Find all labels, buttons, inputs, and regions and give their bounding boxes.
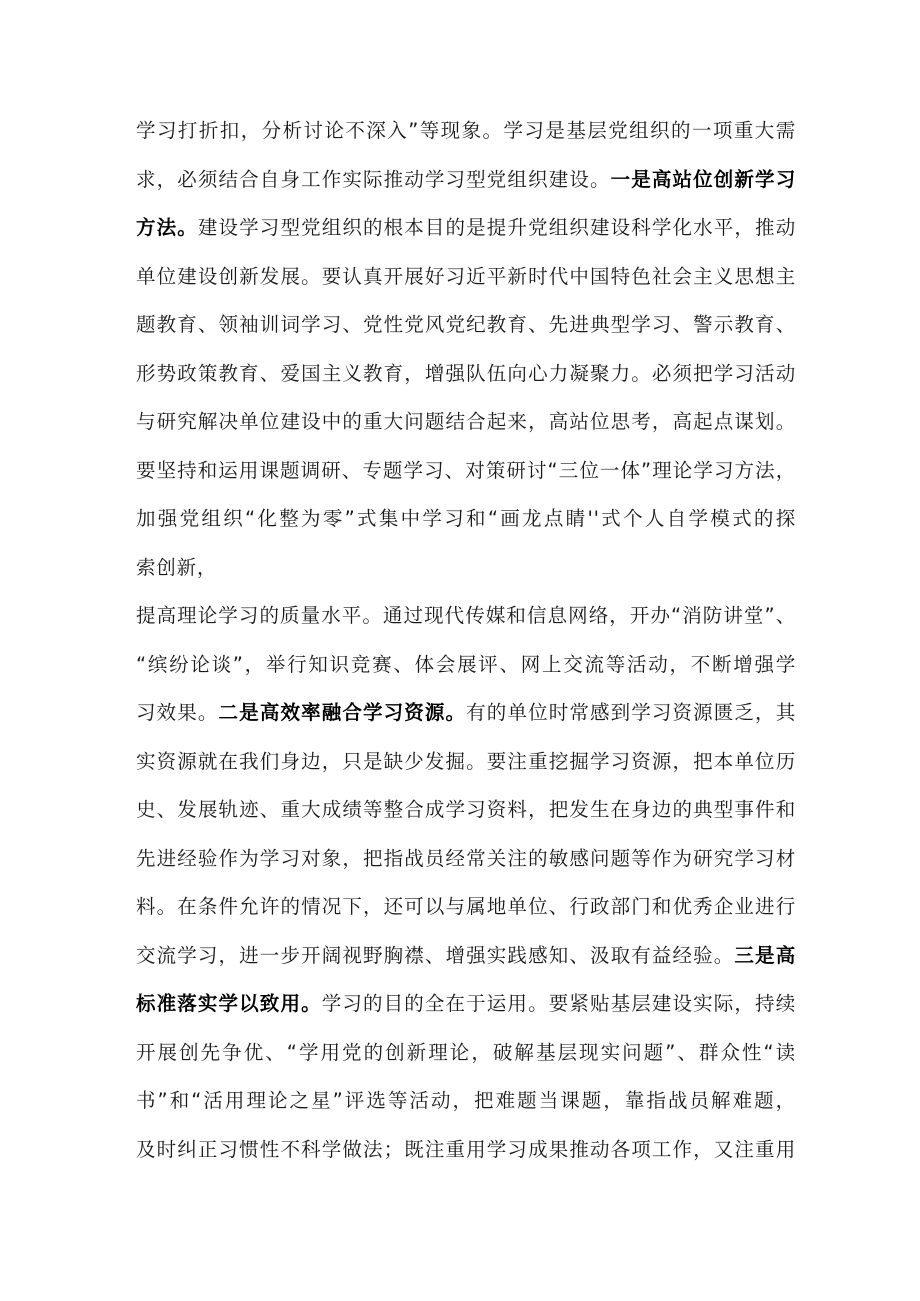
- body-text: 先进经验作为学习对象，把指战员经常关注的敏感问题等作为研究学习材: [136, 846, 796, 870]
- text-line: [136, 738, 796, 787]
- body-text: 与研究解决单位建设中的重大问题结合起来，高站位思考，高起点谋划。: [136, 410, 796, 433]
- text-line: [136, 592, 796, 641]
- text-line: [136, 786, 796, 835]
- body-text: 单位建设创新发展。要认真开展好习近平新时代中国特色社会主义思想主: [136, 264, 796, 288]
- text-line: [136, 1077, 796, 1126]
- body-text: 学习的目的全在于运用。要紧贴基层建设实际，持续: [321, 992, 796, 1015]
- body-text: 提高理论学习的质量水平。通过现代传媒和信息网络，开办“消防讲堂”、: [136, 604, 796, 627]
- text-line: [136, 883, 796, 932]
- text-line: [136, 495, 796, 544]
- text-line: [136, 204, 796, 253]
- text-line: [136, 107, 796, 156]
- text-line: [136, 932, 796, 981]
- body-text: 建设学习型党组织的根本目的是提升党组织建设科学化水平，推动: [197, 216, 796, 239]
- text-line: [136, 156, 796, 205]
- body-text: 求，必须结合自身工作实际推动学习型党组织建设。: [136, 167, 611, 191]
- text-line: [136, 1126, 796, 1175]
- document-body: [136, 107, 796, 1174]
- text-line: [136, 253, 796, 302]
- bold-heading-text: 标准落实学以致用。: [136, 992, 322, 1015]
- body-text: 料。在条件允许的情况下，还可以与属地单位、行政部门和优秀企业进行: [136, 895, 796, 918]
- body-text: 形势政策教育、爱国主义教育，增强队伍向心力凝聚力。必须把学习活动: [136, 361, 796, 385]
- body-text: 交流学习，进一步开阔视野胸襟、增强实践感知、汲取有益经验。: [136, 943, 735, 967]
- text-line: [136, 1029, 796, 1078]
- body-text: 实资源就在我们身边，只是缺少发掘。要注重挖掘学习资源，把本单位历: [136, 749, 796, 773]
- body-text: 习效果。: [136, 701, 219, 724]
- body-text: 及时纠正习惯性不科学做法；既注重用学习成果推动各项工作，又注重用: [136, 1137, 796, 1161]
- text-line: [136, 689, 796, 738]
- body-text: 学习打折扣，分析讨论不深入”等现象。学习是基层党组织的一项重大需: [136, 119, 796, 142]
- body-text: 题教育、领袖训词学习、党性党风党纪教育、先进典型学习、警示教育、: [136, 313, 796, 336]
- body-text: 开展创先争优、“学用党的创新理论，破解基层现实问题”、群众性“读: [136, 1040, 796, 1064]
- bold-heading-text: 一是高站位创新学习: [610, 167, 796, 191]
- text-line: [136, 835, 796, 884]
- text-line: [136, 544, 796, 593]
- body-text: 书”和“活用理论之星”评选等活动，把难题当课题，靠指战员解难题，: [136, 1089, 796, 1112]
- bold-heading-text: 三是高: [734, 943, 796, 967]
- text-line: [136, 398, 796, 447]
- body-text: 索创新，: [136, 555, 218, 579]
- body-text: “缤纷论谈”，举行知识竞赛、体会展评、网上交流等活动，不断增强学: [136, 652, 796, 676]
- body-text: 加强党组织“化整为零”式集中学习和“画龙点睛''式个人自学模式的探: [136, 507, 796, 530]
- bold-heading-text: 方法。: [136, 216, 198, 239]
- text-line: [136, 641, 796, 690]
- body-text: 要坚持和运用课题调研、专题学习、对策研讨“三位一体”理论学习方法，: [136, 458, 796, 482]
- body-text: 史、发展轨迹、重大成绩等整合成学习资料，把发生在身边的典型事件和: [136, 798, 796, 821]
- text-line: [136, 350, 796, 399]
- text-line: [136, 301, 796, 350]
- text-line: [136, 980, 796, 1029]
- bold-heading-text: 二是高效率融合学习资源。: [218, 701, 467, 724]
- text-line: [136, 447, 796, 496]
- body-text: 有的单位时常感到学习资源匮乏，其: [466, 701, 796, 724]
